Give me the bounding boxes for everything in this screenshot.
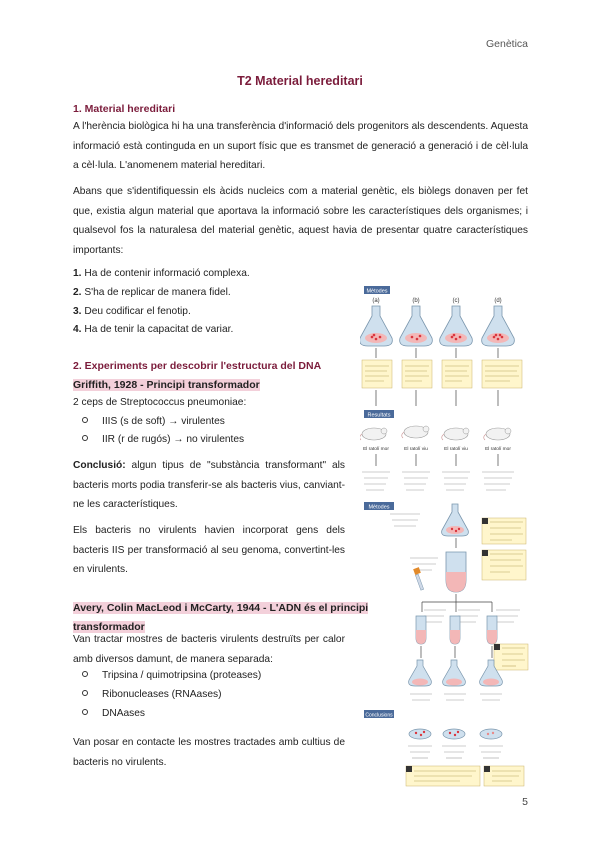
page-number: 5 <box>522 796 528 808</box>
flask-icon <box>482 306 515 346</box>
method-box <box>362 360 392 388</box>
mouse-label: El ratolí viu <box>404 447 428 452</box>
mouse-icon <box>442 428 469 440</box>
flask-icon <box>400 306 433 346</box>
section1-para2: Abans que s'identifiquessin els àcids nucleics com a material genètic, els biòlegs donaven per fet que, existia algun material que aportava la informació sobre les característiques dels organismes; i qualsevol fos la naturalesa del material genètic, aquest havia de presentar quatre característiques importants: <box>73 186 528 256</box>
flask-icon <box>409 660 432 686</box>
after-paragraph: Els bacteris no virulents havien incorporat gens dels bacteris IIS per transformació al seu genoma, convertint-les en virulents. <box>73 525 345 575</box>
list-item: IIIS (s de soft) → virulentes <box>82 416 225 427</box>
method-box <box>482 360 522 388</box>
conclusion-paragraph: Conclusió: algun tipus de "substància transformant" als bacteris morts podia transferir-se als bacteris vius, canviant-ne les característiques. <box>73 460 345 510</box>
flask-icon <box>442 504 469 536</box>
list-item: 2. S'ha de replicar de manera fidel. <box>73 287 231 298</box>
column-label: (d) <box>494 298 502 304</box>
methods-tag-label: Mètodes <box>368 504 390 511</box>
conclusions-tag-label: Conclusions <box>365 712 393 719</box>
list-item: 1. Ha de contenir informació complexa. <box>73 268 250 279</box>
avery-title: Avery, Colin MacLeod i McCarty, 1944 - L'ADN és el principi transformador <box>73 602 369 633</box>
flask-icon <box>360 306 392 346</box>
mouse-icon <box>484 428 511 440</box>
section2-heading: 2. Experiments per descobrir l'estructura del DNA <box>73 360 322 372</box>
list-item: 3. Deu codificar el fenotip. <box>73 306 191 317</box>
list-item: Tripsina / quimotripsina (proteases) <box>82 670 261 681</box>
results-tag-label: Resultats <box>367 412 391 419</box>
column-label: (c) <box>452 298 460 304</box>
pipette-icon <box>413 567 424 590</box>
mouse-icon <box>360 428 387 440</box>
flask-icon <box>440 306 473 346</box>
griffith-avery-figure <box>360 282 532 790</box>
column-label: (a) <box>372 298 380 304</box>
section1-para1: A l'herència biològica hi ha una transferència d'informació dels progenitors als descendents. Aquesta informació està continguda en un suport físic que es transmet de generació a generació i de cèl·lula a cèl·lula. L'anomenem material hereditari. <box>73 121 528 171</box>
tube-icon <box>446 552 466 592</box>
list-item: IIR (r de rugós) → no virulentes <box>82 434 244 445</box>
header-subject: Genètica <box>485 38 528 50</box>
tube-icon <box>416 616 426 644</box>
mouse-label: El ratolí viu <box>444 447 468 452</box>
petri-dish-icon <box>409 729 431 739</box>
method-box <box>402 360 432 388</box>
griffith-title: Griffith, 1928 - Principi transformador <box>73 379 260 391</box>
column-label: (b) <box>412 298 420 304</box>
mouse-label: El ratolí mor <box>485 447 511 452</box>
avery-paragraph: Van tractar mostres de bacteris virulents destruïts per calor amb diversos damunt, de manera separada: <box>73 634 345 665</box>
petri-dish-icon <box>443 729 465 739</box>
list-item: 4. Ha de tenir la capacitat de variar. <box>73 324 234 335</box>
flask-icon <box>443 660 466 686</box>
griffith-intro: 2 ceps de Streptococcus pneumoniae: <box>73 397 247 408</box>
list-item: Ribonucleases (RNAases) <box>82 689 221 700</box>
methods-tag-label: Mètodes <box>366 288 388 295</box>
section1-heading: 1. Material hereditari <box>73 103 176 115</box>
mouse-label: El ratolí mor <box>363 447 389 452</box>
tube-icon <box>450 616 460 644</box>
mouse-icon <box>402 426 429 438</box>
step-box <box>482 550 526 580</box>
page-title: T2 Material hereditari <box>237 74 363 88</box>
list-item: DNAases <box>82 708 145 719</box>
tube-icon <box>487 616 497 644</box>
petri-dish-icon <box>480 729 502 739</box>
final-paragraph: Van posar en contacte les mostres tractades amb cultius de bacteris no virulents. <box>73 737 345 768</box>
method-box <box>442 360 472 388</box>
